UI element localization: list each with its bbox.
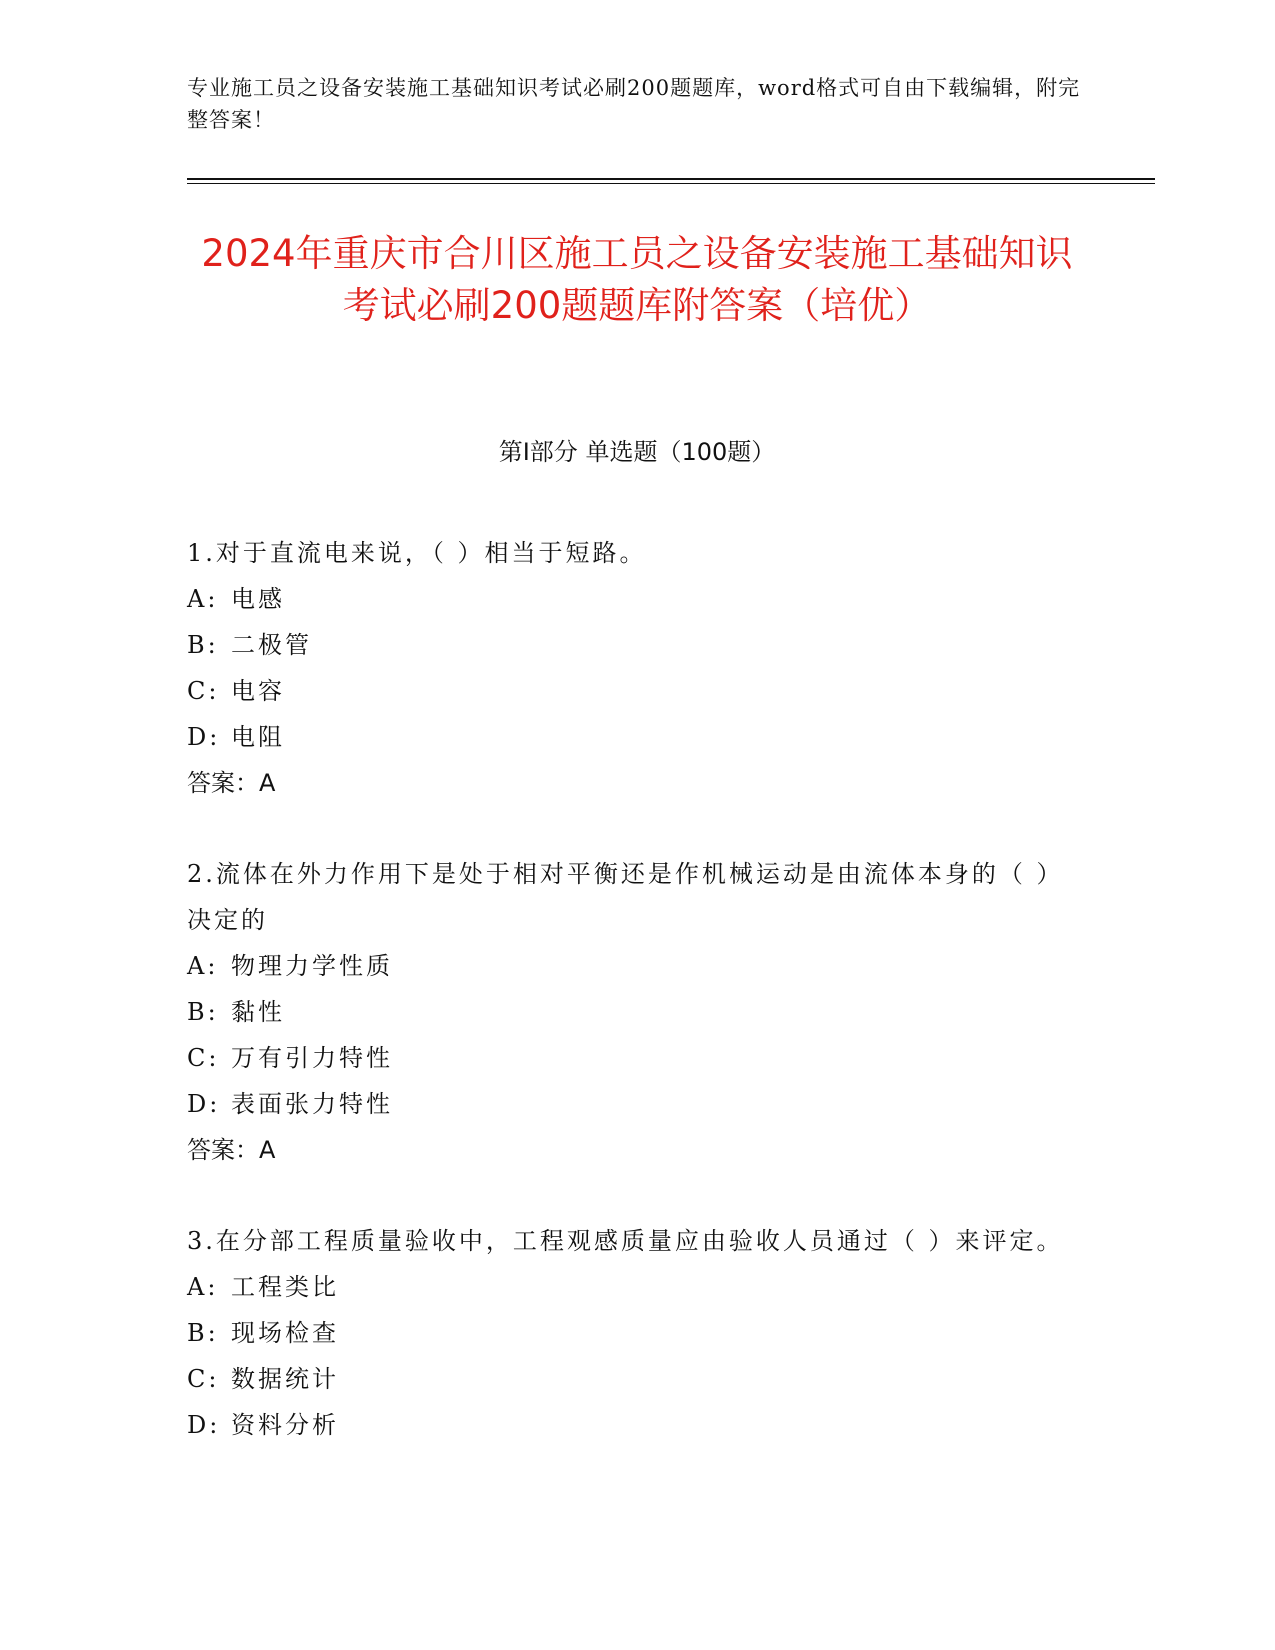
option-key: A: [187,1273,219,1301]
option-key: C: [187,1044,220,1072]
question-2 [187,851,1067,1173]
option-key: C: [187,1365,220,1393]
option-key: B: [187,998,219,1026]
question-stem: 1.对于直流电来说，（ ）相当于短路。 [187,539,647,567]
option-a [187,576,1067,622]
question-3 [187,1218,1067,1448]
header-note: 专业施工员之设备安装施工基础知识考试必刷200题题库，word格式可自由下载编辑，附完整答案！ [187,76,1081,132]
option-d [187,1081,1067,1127]
option-c [187,1356,1067,1402]
header-divider-thin [187,183,1155,184]
option-key: B: [187,631,219,659]
option-text: 工程类比 [231,1273,339,1301]
question-stem: 2.流体在外力作用下是处于相对平衡还是作机械运动是由流体本身的（ ）决定的 [187,860,1064,934]
option-a [187,943,1067,989]
option-key: B: [187,1319,219,1347]
option-text: 物理力学性质 [231,952,393,980]
option-text: 表面张力特性 [231,1090,393,1118]
option-key: D: [187,723,221,751]
option-c [187,668,1067,714]
question-list [187,530,1067,1493]
option-d [187,714,1067,760]
option-text: 数据统计 [231,1365,339,1393]
question-1 [187,530,1067,806]
option-key: C: [187,677,220,705]
option-text: 电容 [231,677,285,705]
document-title: 2024年重庆市合川区施工员之设备安装施工基础知识考试必刷200题题库附答案（培优） [201,232,1073,327]
option-b [187,989,1067,1035]
option-text: 电阻 [231,723,285,751]
option-d [187,1402,1067,1448]
header-divider-thick [187,178,1155,180]
option-text: 黏性 [231,998,285,1026]
option-key: A: [187,952,219,980]
option-key: A: [187,585,219,613]
option-text: 二极管 [231,631,312,659]
option-b [187,622,1067,668]
answer: 答案：A [187,1136,276,1164]
option-a [187,1264,1067,1310]
option-key: D: [187,1090,221,1118]
option-b [187,1310,1067,1356]
option-key: D: [187,1411,221,1439]
question-stem: 3.在分部工程质量验收中，工程观感质量应由验收人员通过（ ）来评定。 [187,1227,1064,1255]
option-text: 万有引力特性 [231,1044,393,1072]
option-c [187,1035,1067,1081]
section-heading: 第I部分 单选题（100题） [498,438,776,466]
option-text: 资料分析 [231,1411,339,1439]
answer: 答案：A [187,769,276,797]
option-text: 电感 [231,585,285,613]
option-text: 现场检查 [231,1319,339,1347]
